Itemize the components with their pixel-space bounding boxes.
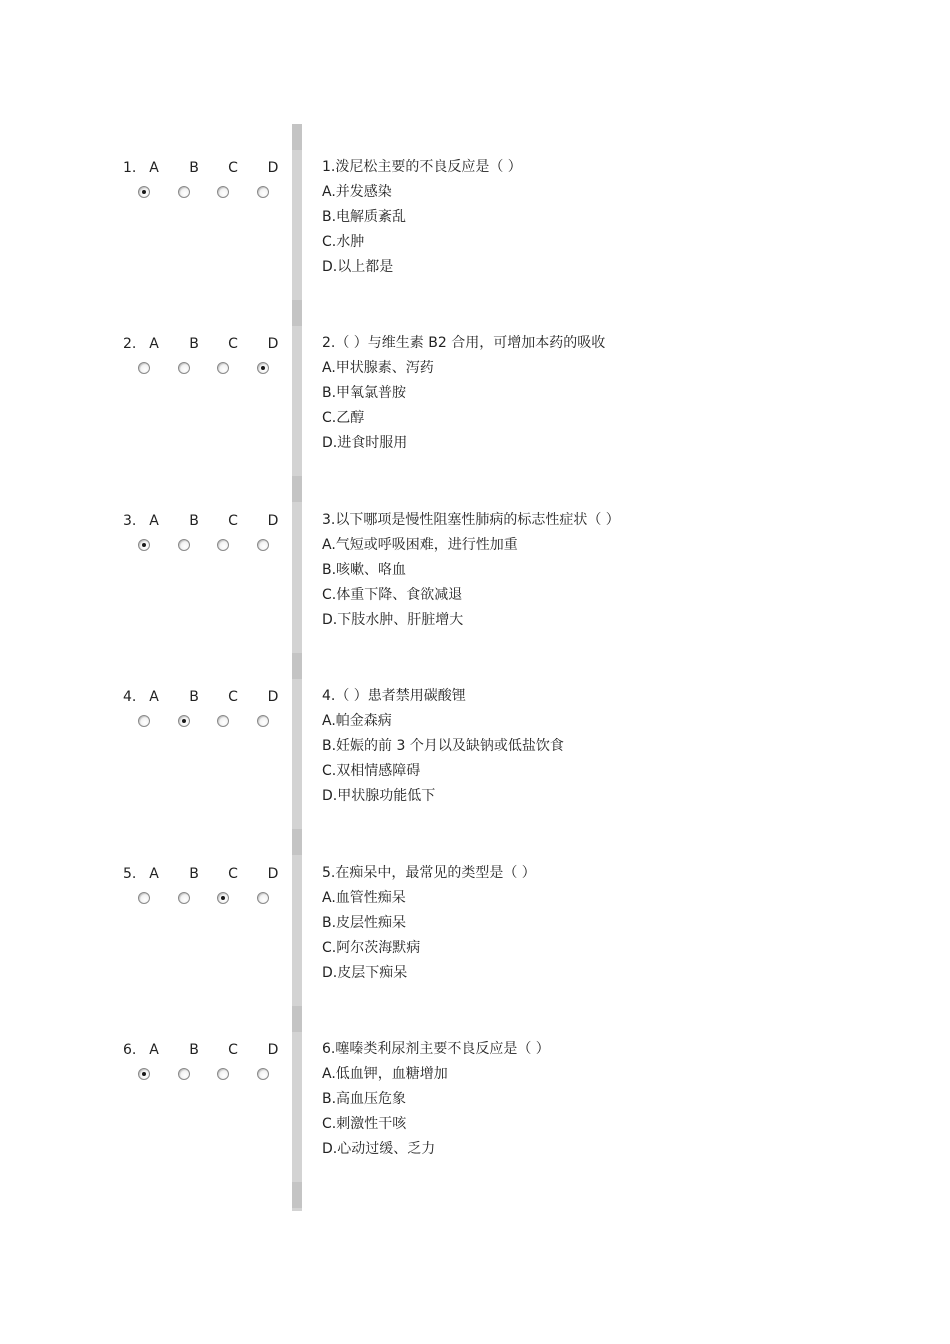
- answer-grid: [120, 688, 290, 738]
- option-c-text: C.水肿: [322, 234, 365, 250]
- answer-grid: [120, 512, 290, 562]
- option-a-text: A.并发感染: [322, 184, 392, 200]
- option-c-text: C.阿尔茨海默病: [322, 940, 421, 956]
- option-b-text: B.高血压危象: [322, 1091, 407, 1107]
- radio-d[interactable]: [257, 715, 269, 727]
- radio-c[interactable]: [217, 539, 229, 551]
- question-text: [322, 861, 922, 986]
- question-stem: 1.泼尼松主要的不良反应是（ ）: [322, 159, 522, 175]
- option-d-text: D.心动过缓、乏力: [322, 1141, 436, 1157]
- option-a-text: A.帕金森病: [322, 713, 392, 729]
- option-b-text: B.皮层性痴呆: [322, 915, 407, 931]
- option-a-text: A.甲状腺素、泻药: [322, 360, 434, 376]
- option-d-text: D.进食时服用: [322, 435, 408, 451]
- question-stem: 6.噻嗪类利尿剂主要不良反应是（ ）: [322, 1041, 550, 1057]
- radio-d[interactable]: [257, 186, 269, 198]
- option-b-text: B.电解质紊乱: [322, 209, 407, 225]
- radio-b[interactable]: [178, 715, 190, 727]
- question-block: [0, 151, 950, 327]
- option-letter-d: D: [267, 160, 279, 176]
- option-a-text: A.血管性痴呆: [322, 890, 406, 906]
- option-letter-b: B: [189, 160, 199, 176]
- option-letter-c: C: [228, 160, 238, 176]
- question-block: [0, 504, 950, 680]
- radio-d[interactable]: [257, 539, 269, 551]
- answer-grid: [120, 865, 290, 915]
- question-stem: 2.（ ）与维生素 B2 合用，可增加本药的吸收: [322, 335, 606, 351]
- option-letter-b: B: [189, 689, 199, 705]
- option-letter-d: D: [267, 1042, 279, 1058]
- option-d-text: D.皮层下痴呆: [322, 965, 408, 981]
- radio-d[interactable]: [257, 362, 269, 374]
- question-text: [322, 508, 922, 633]
- radio-dot-icon: [142, 1072, 146, 1076]
- option-a-text: A.气短或呼吸困难，进行性加重: [322, 537, 518, 553]
- question-number: 2.: [123, 336, 137, 352]
- option-letter-b: B: [189, 1042, 199, 1058]
- radio-dot-icon: [221, 896, 225, 900]
- radio-dot-icon: [261, 366, 265, 370]
- radio-c[interactable]: [217, 892, 229, 904]
- radio-d[interactable]: [257, 892, 269, 904]
- radio-c[interactable]: [217, 1068, 229, 1080]
- option-letter-b: B: [189, 336, 199, 352]
- option-c-text: C.刺激性干咳: [322, 1116, 407, 1132]
- option-letter-a: A: [149, 336, 159, 352]
- radio-a[interactable]: [138, 539, 150, 551]
- question-text: [322, 1037, 922, 1162]
- radio-b[interactable]: [178, 186, 190, 198]
- question-stem: 4.（ ）患者禁用碳酸锂: [322, 688, 466, 704]
- radio-b[interactable]: [178, 892, 190, 904]
- question-number: 5.: [123, 866, 137, 882]
- question-number: 4.: [123, 689, 137, 705]
- question-number: 6.: [123, 1042, 137, 1058]
- radio-a[interactable]: [138, 715, 150, 727]
- option-a-text: A.低血钾，血糖增加: [322, 1066, 448, 1082]
- option-letter-a: A: [149, 160, 159, 176]
- question-number: 3.: [123, 513, 137, 529]
- question-block: [0, 680, 950, 856]
- option-d-text: D.甲状腺功能低下: [322, 788, 436, 804]
- option-letter-c: C: [228, 1042, 238, 1058]
- option-letter-c: C: [228, 689, 238, 705]
- radio-a[interactable]: [138, 362, 150, 374]
- option-letter-a: A: [149, 1042, 159, 1058]
- question-block: [0, 857, 950, 1033]
- option-letter-d: D: [267, 336, 279, 352]
- option-letter-d: D: [267, 866, 279, 882]
- radio-b[interactable]: [178, 539, 190, 551]
- radio-dot-icon: [142, 543, 146, 547]
- question-text: [322, 155, 922, 280]
- option-letter-c: C: [228, 513, 238, 529]
- answer-grid: [120, 159, 290, 209]
- option-letter-d: D: [267, 689, 279, 705]
- option-d-text: D.以上都是: [322, 259, 394, 275]
- radio-dot-icon: [182, 719, 186, 723]
- option-letter-b: B: [189, 513, 199, 529]
- radio-b[interactable]: [178, 1068, 190, 1080]
- option-b-text: B.咳嗽、咯血: [322, 562, 407, 578]
- option-letter-b: B: [189, 866, 199, 882]
- question-block: [0, 327, 950, 503]
- option-letter-d: D: [267, 513, 279, 529]
- radio-c[interactable]: [217, 715, 229, 727]
- question-stem: 3.以下哪项是慢性阻塞性肺病的标志性症状（ ）: [322, 512, 620, 528]
- question-stem: 5.在痴呆中，最常见的类型是（ ）: [322, 865, 536, 881]
- question-number: 1.: [123, 160, 137, 176]
- question-block: [0, 1033, 950, 1209]
- option-c-text: C.体重下降、食欲减退: [322, 587, 463, 603]
- option-letter-c: C: [228, 866, 238, 882]
- option-letter-a: A: [149, 866, 159, 882]
- answer-grid: [120, 335, 290, 385]
- question-text: [322, 331, 922, 456]
- radio-b[interactable]: [178, 362, 190, 374]
- option-letter-a: A: [149, 513, 159, 529]
- question-text: [322, 684, 922, 809]
- radio-dot-icon: [142, 190, 146, 194]
- option-d-text: D.下肢水肿、肝脏增大: [322, 612, 464, 628]
- radio-c[interactable]: [217, 362, 229, 374]
- radio-c[interactable]: [217, 186, 229, 198]
- radio-d[interactable]: [257, 1068, 269, 1080]
- option-c-text: C.乙醇: [322, 410, 365, 426]
- option-letter-c: C: [228, 336, 238, 352]
- radio-a[interactable]: [138, 1068, 150, 1080]
- option-letter-a: A: [149, 689, 159, 705]
- option-b-text: B.妊娠的前 3 个月以及缺钠或低盐饮食: [322, 738, 564, 754]
- option-c-text: C.双相情感障碍: [322, 763, 421, 779]
- option-b-text: B.甲氧氯普胺: [322, 385, 407, 401]
- radio-a[interactable]: [138, 186, 150, 198]
- answer-grid: [120, 1041, 290, 1091]
- radio-a[interactable]: [138, 892, 150, 904]
